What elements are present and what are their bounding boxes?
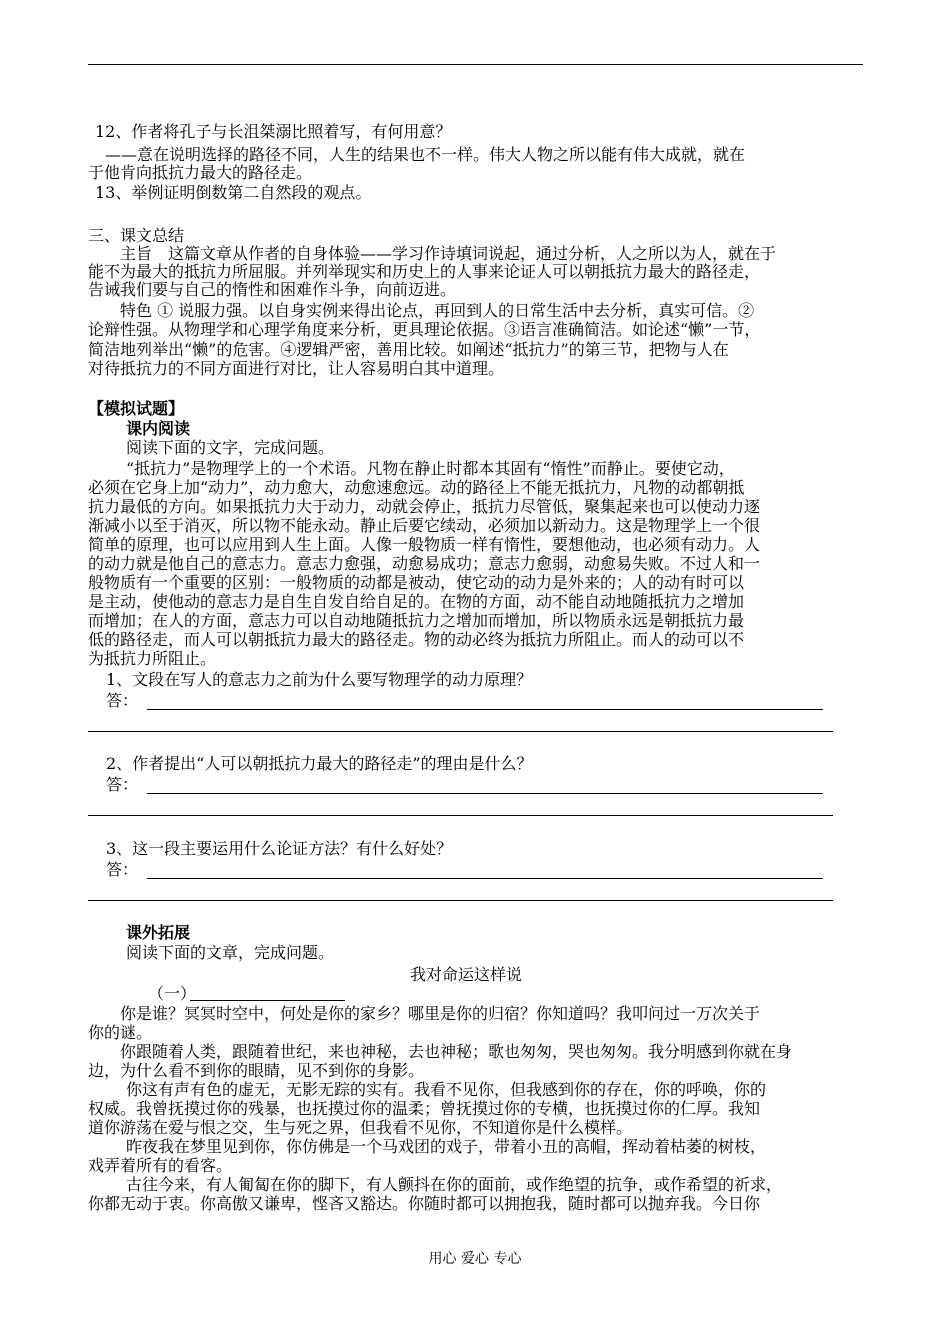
summary-theme-line-1: 主旨 这篇文章从作者的自身体验——学习作诗填词说起，通过分析，人之所以为人，就在于 [120, 244, 777, 263]
article-line-8: 昨夜我在梦里见到你，你仿佛是一个马戏团的戏子，带着小丑的高帽，挥动着枯萎的树枝， [126, 1137, 767, 1156]
summary-theme-line-2: 能不为最大的抵抗力所屈服。并列举现实和历史上的人事来论证人可以朝抵抗力最大的路径走， [88, 262, 761, 281]
article-line-10: 古往今来，有人匍匐在你的脚下，有人颤抖在你的面前，或作绝望的抗争，或作希望的祈求， [126, 1175, 783, 1194]
passage-line-10: 低的路径走，而人可以朝抵抗力最大的路径走。物的动必终为抵抗力所阻止。而人的动可以不 [88, 630, 745, 649]
page-footer: 用心 爱心 专心 [428, 1251, 522, 1267]
passage-line-1: “抵抗力”是物理学上的一个术语。凡物在静止时都本其固有“惰性”而静止。要使它动， [126, 459, 735, 478]
article-line-11: 你都无动于衷。你高傲又谦卑，悭吝又豁达。你随时都可以拥抱我，随时都可以抛弃我。今日你 [88, 1194, 761, 1213]
summary-features-line-3: 简洁地列举出“懒”的危害。④逻辑严密，善用比较。如阐述“抵抗力”的第三节，把物与人在 [88, 340, 729, 359]
answer-field-1-line-2[interactable] [88, 731, 833, 732]
summary-features-line-2: 论辩性强。从物理学和心理学角度来分析，更具理论依据。③语言准确简洁。如论述“懒”一节， [88, 320, 761, 339]
passage-line-9: 而增加；在人的方面，意志力可以自动地随抵抗力之增加而增加，所以物质永远是朝抵抗力最 [88, 611, 745, 630]
article-line-6: 权威。我曾抚摸过你的残暴，也抚摸过你的温柔；曾抚摸过你的专横，也抚摸过你的仁厚。我知 [88, 1099, 761, 1118]
article-line-4: 边，为什么看不到你的眼睛，见不到你的身影。 [88, 1061, 425, 1080]
extended-instruction: 阅读下面的文章，完成问题。 [126, 943, 335, 962]
in-class-question-3: 3、这一段主要运用什么论证方法？有什么好处？ [106, 839, 453, 858]
header-rule [88, 64, 863, 65]
in-class-question-1: 1、文段在写人的意志力之前为什么要写物理学的动力原理？ [106, 670, 533, 689]
section-title-field[interactable] [190, 1000, 345, 1001]
summary-theme-line-3: 告诫我们要与自己的惰性和困难作斗争，向前迈进。 [88, 280, 457, 299]
answer-12-line-1: ——意在说明选择的路径不同，人生的结果也不一样。伟大人物之所以能有伟大成就，就在 [105, 145, 746, 164]
article-line-3: 你跟随着人类，跟随着世纪，来也神秘，去也神秘；歌也匆匆，哭也匆匆。我分明感到你就在身 [120, 1042, 793, 1061]
article-title: 我对命运这样说 [410, 965, 523, 984]
article-line-5: 你这有声有色的虚无，无影无踪的实有。我看不见你，但我感到你的存在，你的呼唤，你的 [126, 1080, 767, 1099]
passage-line-2: 必须在它身上加“动力”，动力愈大，动愈速愈远。动的路径上不能无抵抗力，凡物的动都朝抵 [88, 478, 745, 497]
question-12: 12、作者将孔子与长沮桀溺比照着写，有何用意？ [95, 122, 452, 141]
passage-line-8: 是主动，使他动的意志力是自生自发自给自足的。在物的方面，动不能自动地随抵抗力之增加 [88, 592, 745, 611]
summary-features-line-1: 特色 ① 说服力强。以自身实例来得出论点，再回到人的日常生活中去分析，真实可信。② [120, 301, 755, 320]
article-line-2: 你的谜。 [88, 1023, 153, 1042]
mock-heading: 【模拟试题】 [88, 399, 185, 418]
extended-heading: 课外拓展 [126, 923, 191, 942]
passage-line-11: 为抵抗力所阻止。 [88, 649, 217, 668]
article-line-1: 你是谁？冥冥时空中，何处是你的家乡？哪里是你的归宿？你知道吗？我叩问过一万次关于 [120, 1004, 761, 1023]
in-class-instruction: 阅读下面的文字，完成问题。 [126, 438, 335, 457]
answer-label-3: 答： [106, 860, 139, 879]
answer-field-3-line-2[interactable] [88, 900, 833, 901]
passage-line-7: 般物质有一个重要的区别：一般物质的动都是被动，使它动的动力是外来的；人的动有时可以 [88, 573, 745, 592]
section-label: （一） [148, 984, 197, 1003]
question-13: 13、举例证明倒数第二自然段的观点。 [95, 183, 372, 202]
article-line-7: 道你游荡在爱与恨之交，生与死之界，但我看不见你，不知道你是什么模样。 [88, 1118, 633, 1137]
answer-field-2[interactable] [147, 793, 823, 794]
answer-label-2: 答： [106, 775, 139, 794]
summary-heading: 三、课文总结 [88, 226, 185, 245]
answer-label-1: 答： [106, 691, 139, 710]
answer-field-2-line-2[interactable] [88, 815, 833, 816]
article-line-9: 戏弄着所有的看客。 [88, 1156, 233, 1175]
in-class-heading: 课内阅读 [126, 419, 191, 438]
answer-12-line-2: 于他肯向抵抗力最大的路径走。 [88, 163, 313, 182]
passage-line-5: 简单的原理，也可以应用到人生上面。人像一般物质一样有惰性，要想他动，也必须有动力。人 [88, 535, 761, 554]
passage-line-3: 抗力最低的方向。如果抵抗力大于动力，动就会停止，抵抗力尽管低，聚集起来也可以使动力逐 [88, 497, 761, 516]
passage-line-6: 的动力就是他自己的意志力。意志力愈强，动愈易成功；意志力愈弱，动愈易失败。不过人和一 [88, 554, 761, 573]
answer-field-3[interactable] [147, 878, 823, 879]
answer-field-1[interactable] [147, 709, 823, 710]
passage-line-4: 渐减小以至于消灭，所以物不能永动。静止后要它续动，必须加以新动力。这是物理学上一个很 [88, 516, 761, 535]
summary-features-line-4: 对待抵抗力的不同方面进行对比，让人容易明白其中道理。 [88, 359, 505, 378]
in-class-question-2: 2、作者提出“人可以朝抵抗力最大的路径走”的理由是什么？ [106, 754, 533, 773]
